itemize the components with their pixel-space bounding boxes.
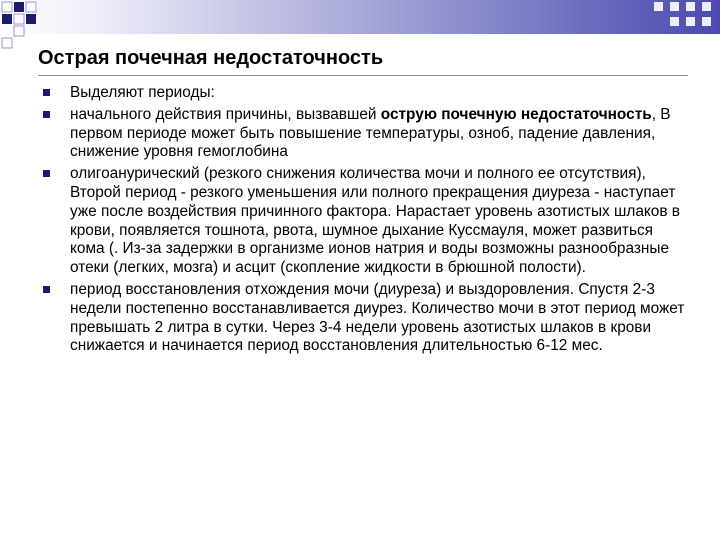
header-gradient-band [0,0,720,34]
bullet-text [70,84,690,103]
bullet-list [40,84,690,359]
square-bullet-icon [43,89,50,96]
bullet-text-segment: период восстановления отхождения мочи (диуреза) и выздоровления. Спустя 2-3 недели постепенно восстанавливается диурез. Количество мочи в этот период может превышать 2 литра в сутки. Через 3-4 недели уровень азотистых шлаков в крови снижается и начинается период восстановления длительностью 6-12 мес. [70,280,685,355]
header-white-square [686,17,695,26]
header-white-square [702,17,711,26]
corner-square-outline [2,38,12,48]
square-bullet-icon [43,286,50,293]
title-underline [38,75,688,76]
header-white-square [654,2,663,11]
corner-square-filled [26,14,36,24]
bullet-text [70,281,690,356]
bullet-emphasis: острую почечную недостаточность [380,105,652,123]
header-white-square [686,2,695,11]
square-bullet-icon [43,170,50,177]
header-white-square [670,17,679,26]
bullet-item [40,84,690,103]
corner-square-filled [2,14,12,24]
corner-square-filled [14,2,24,12]
bullet-item [40,281,690,356]
bullet-item [40,106,690,162]
bullet-item [40,165,690,278]
bullet-text-segment: начального действия причины, вызвавшей [70,105,381,123]
slide-title: Острая почечная недостаточность [38,47,384,69]
bullet-text-segment: , В первом периоде может быть повышение температуры, озноб, падение давления, снижение уровня гемоглобина [70,105,671,161]
bullet-text [70,106,690,162]
square-bullet-icon [43,111,50,118]
bullet-text-segment: олигоанурический (резкого снижения количества мочи и полного ее отсутствия), Второй период - резкого уменьшения или полного прекращения диуреза - наступает уже после воздействия причинного фактора. Нарастает уровень азотистых шлаков в крови, появляется тошнота, рвота, шумное дыхание Куссмауля, может развиться кома (. Из-за задержки в организме ионов натрия и воды возможны разнообразные отеки (легких, мозга) и асцит (скопление жидкости в брюшной полости). [70,165,680,277]
bullet-text-segment: Выделяют периоды: [70,84,215,101]
header-white-square [702,2,711,11]
bullet-text [70,165,690,278]
header-white-square [670,2,679,11]
